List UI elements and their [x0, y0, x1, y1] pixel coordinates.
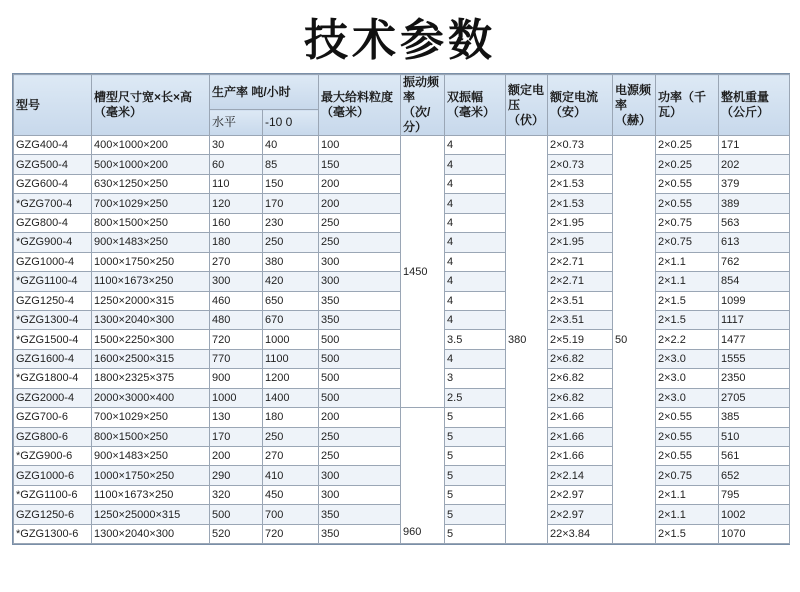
- amplitude-cell: 4: [445, 310, 506, 329]
- amplitude-cell: 4: [445, 194, 506, 213]
- max-feed-cell: 250: [319, 427, 401, 446]
- model-cell: GZG1250-4: [14, 291, 92, 310]
- power-cell: 2×0.25: [656, 136, 719, 155]
- weight-cell: 389: [719, 194, 790, 213]
- size-cell: 1300×2040×300: [92, 310, 210, 329]
- header-power: 功率（千瓦）: [656, 75, 719, 136]
- capacity-horizontal-cell: 60: [210, 155, 263, 174]
- power-frequency-cell: 50: [613, 136, 656, 544]
- max-feed-cell: 350: [319, 310, 401, 329]
- capacity-decline-cell: 670: [263, 310, 319, 329]
- model-cell: *GZG1300-4: [14, 310, 92, 329]
- current-cell: 2×2.97: [548, 505, 613, 524]
- spec-table-container: [12, 73, 790, 545]
- weight-cell: 510: [719, 427, 790, 446]
- size-cell: 1100×1673×250: [92, 485, 210, 504]
- max-feed-cell: 100: [319, 136, 401, 155]
- amplitude-cell: 4: [445, 349, 506, 368]
- model-cell: *GZG1800-4: [14, 369, 92, 388]
- model-cell: *GZG900-6: [14, 447, 92, 466]
- power-cell: 2×1.5: [656, 310, 719, 329]
- power-cell: 2×1.1: [656, 485, 719, 504]
- current-cell: 2×1.66: [548, 408, 613, 427]
- capacity-horizontal-cell: 120: [210, 194, 263, 213]
- header-capacity-horizontal: 水平: [210, 110, 263, 136]
- weight-cell: 202: [719, 155, 790, 174]
- power-cell: 2×0.55: [656, 174, 719, 193]
- spec-table: [13, 74, 790, 544]
- size-cell: 500×1000×200: [92, 155, 210, 174]
- capacity-decline-cell: 230: [263, 213, 319, 232]
- amplitude-cell: 2.5: [445, 388, 506, 407]
- model-cell: *GZG900-4: [14, 233, 92, 252]
- current-cell: 2×1.95: [548, 233, 613, 252]
- size-cell: 2000×3000×400: [92, 388, 210, 407]
- max-feed-cell: 300: [319, 252, 401, 271]
- amplitude-cell: 4: [445, 291, 506, 310]
- size-cell: 400×1000×200: [92, 136, 210, 155]
- amplitude-cell: 5: [445, 427, 506, 446]
- capacity-decline-cell: 650: [263, 291, 319, 310]
- capacity-decline-cell: 410: [263, 466, 319, 485]
- weight-cell: 171: [719, 136, 790, 155]
- capacity-decline-cell: 1400: [263, 388, 319, 407]
- current-cell: 2×2.71: [548, 272, 613, 291]
- power-cell: 2×0.55: [656, 408, 719, 427]
- header-weight: 整机重量（公斤）: [719, 75, 790, 136]
- size-cell: 1800×2325×375: [92, 369, 210, 388]
- max-feed-cell: 500: [319, 369, 401, 388]
- power-cell: 2×0.75: [656, 466, 719, 485]
- capacity-decline-cell: 420: [263, 272, 319, 291]
- spec-table-body: [14, 136, 790, 544]
- capacity-decline-cell: 1100: [263, 349, 319, 368]
- capacity-horizontal-cell: 900: [210, 369, 263, 388]
- header-vibration-frequency: 振动频率（次/分）: [401, 75, 445, 136]
- capacity-horizontal-cell: 170: [210, 427, 263, 446]
- header-current: 额定电流（安）: [548, 75, 613, 136]
- header-max-feed: 最大给料粒度（毫米）: [319, 75, 401, 136]
- amplitude-cell: 5: [445, 485, 506, 504]
- size-cell: 1300×2040×300: [92, 524, 210, 543]
- amplitude-cell: 5: [445, 466, 506, 485]
- power-cell: 2×1.1: [656, 505, 719, 524]
- max-feed-cell: 250: [319, 233, 401, 252]
- weight-cell: 385: [719, 408, 790, 427]
- capacity-horizontal-cell: 300: [210, 272, 263, 291]
- current-cell: 2×6.82: [548, 388, 613, 407]
- capacity-horizontal-cell: 200: [210, 447, 263, 466]
- size-cell: 900×1483×250: [92, 447, 210, 466]
- weight-cell: 2350: [719, 369, 790, 388]
- model-cell: GZG1000-6: [14, 466, 92, 485]
- header-power-frequency: 电源频率（赫）: [613, 75, 656, 136]
- capacity-horizontal-cell: 320: [210, 485, 263, 504]
- capacity-decline-cell: 40: [263, 136, 319, 155]
- weight-cell: 1555: [719, 349, 790, 368]
- size-cell: 800×1500×250: [92, 427, 210, 446]
- current-cell: 2×6.82: [548, 349, 613, 368]
- weight-cell: 1099: [719, 291, 790, 310]
- capacity-horizontal-cell: 1000: [210, 388, 263, 407]
- header-capacity-decline: -10 0: [263, 110, 319, 136]
- amplitude-cell: 4: [445, 213, 506, 232]
- weight-cell: 762: [719, 252, 790, 271]
- current-cell: 2×3.51: [548, 310, 613, 329]
- capacity-decline-cell: 720: [263, 524, 319, 543]
- current-cell: 2×2.97: [548, 485, 613, 504]
- max-feed-cell: 150: [319, 155, 401, 174]
- current-cell: 2×5.19: [548, 330, 613, 349]
- capacity-horizontal-cell: 270: [210, 252, 263, 271]
- capacity-decline-cell: 180: [263, 408, 319, 427]
- max-feed-cell: 350: [319, 524, 401, 543]
- max-feed-cell: 500: [319, 388, 401, 407]
- size-cell: 1000×1750×250: [92, 252, 210, 271]
- amplitude-cell: 4: [445, 252, 506, 271]
- current-cell: 2×1.95: [548, 213, 613, 232]
- current-cell: 2×0.73: [548, 136, 613, 155]
- max-feed-cell: 350: [319, 505, 401, 524]
- vibration-frequency-cell: 960: [401, 408, 445, 544]
- model-cell: *GZG700-4: [14, 194, 92, 213]
- weight-cell: 854: [719, 272, 790, 291]
- capacity-horizontal-cell: 290: [210, 466, 263, 485]
- amplitude-cell: 5: [445, 524, 506, 543]
- capacity-decline-cell: 150: [263, 174, 319, 193]
- header-trough-size: 槽型尺寸宽×长×高（毫米）: [92, 75, 210, 136]
- capacity-decline-cell: 1200: [263, 369, 319, 388]
- power-cell: 2×1.1: [656, 252, 719, 271]
- power-cell: 2×0.55: [656, 447, 719, 466]
- vibration-frequency-cell: 1450: [401, 136, 445, 408]
- model-cell: GZG2000-4: [14, 388, 92, 407]
- size-cell: 900×1483×250: [92, 233, 210, 252]
- power-cell: 2×3.0: [656, 369, 719, 388]
- max-feed-cell: 200: [319, 194, 401, 213]
- current-cell: 2×1.66: [548, 447, 613, 466]
- capacity-horizontal-cell: 180: [210, 233, 263, 252]
- page-title: 技术参数: [304, 15, 496, 66]
- power-cell: 2×1.1: [656, 272, 719, 291]
- max-feed-cell: 200: [319, 408, 401, 427]
- power-cell: 2×3.0: [656, 388, 719, 407]
- max-feed-cell: 250: [319, 447, 401, 466]
- current-cell: 22×3.84: [548, 524, 613, 543]
- model-cell: GZG1000-4: [14, 252, 92, 271]
- max-feed-cell: 250: [319, 213, 401, 232]
- weight-cell: 379: [719, 174, 790, 193]
- max-feed-cell: 300: [319, 466, 401, 485]
- model-cell: *GZG1100-6: [14, 485, 92, 504]
- amplitude-cell: 4: [445, 155, 506, 174]
- capacity-horizontal-cell: 130: [210, 408, 263, 427]
- weight-cell: 1117: [719, 310, 790, 329]
- power-cell: 2×0.75: [656, 213, 719, 232]
- max-feed-cell: 500: [319, 349, 401, 368]
- size-cell: 700×1029×250: [92, 408, 210, 427]
- power-cell: 2×0.55: [656, 427, 719, 446]
- size-cell: 1250×2000×315: [92, 291, 210, 310]
- table-row: [14, 408, 790, 427]
- model-cell: GZG800-4: [14, 213, 92, 232]
- amplitude-cell: 4: [445, 136, 506, 155]
- current-cell: 2×2.71: [548, 252, 613, 271]
- model-cell: GZG700-6: [14, 408, 92, 427]
- power-cell: 2×3.0: [656, 349, 719, 368]
- amplitude-cell: 5: [445, 408, 506, 427]
- weight-cell: 652: [719, 466, 790, 485]
- model-cell: GZG800-6: [14, 427, 92, 446]
- size-cell: 1250×25000×315: [92, 505, 210, 524]
- max-feed-cell: 350: [319, 291, 401, 310]
- capacity-horizontal-cell: 30: [210, 136, 263, 155]
- weight-cell: 1070: [719, 524, 790, 543]
- weight-cell: 2705: [719, 388, 790, 407]
- capacity-decline-cell: 85: [263, 155, 319, 174]
- max-feed-cell: 300: [319, 272, 401, 291]
- current-cell: 2×2.14: [548, 466, 613, 485]
- capacity-decline-cell: 170: [263, 194, 319, 213]
- model-cell: GZG400-4: [14, 136, 92, 155]
- amplitude-cell: 4: [445, 272, 506, 291]
- header-model: 型号: [14, 75, 92, 136]
- model-cell: GZG500-4: [14, 155, 92, 174]
- table-row: [14, 136, 790, 155]
- current-cell: 2×0.73: [548, 155, 613, 174]
- max-feed-cell: 300: [319, 485, 401, 504]
- header-capacity: 生产率 吨/小时: [210, 75, 319, 110]
- size-cell: 630×1250×250: [92, 174, 210, 193]
- max-feed-cell: 500: [319, 330, 401, 349]
- amplitude-cell: 5: [445, 447, 506, 466]
- power-cell: 2×0.55: [656, 194, 719, 213]
- weight-cell: 563: [719, 213, 790, 232]
- weight-cell: 795: [719, 485, 790, 504]
- power-cell: 2×0.25: [656, 155, 719, 174]
- voltage-cell: 380: [506, 136, 548, 544]
- size-cell: 1600×2500×315: [92, 349, 210, 368]
- weight-cell: 1002: [719, 505, 790, 524]
- size-cell: 1000×1750×250: [92, 466, 210, 485]
- power-cell: 2×1.5: [656, 291, 719, 310]
- amplitude-cell: 4: [445, 233, 506, 252]
- size-cell: 700×1029×250: [92, 194, 210, 213]
- weight-cell: 1477: [719, 330, 790, 349]
- capacity-decline-cell: 700: [263, 505, 319, 524]
- capacity-horizontal-cell: 500: [210, 505, 263, 524]
- power-cell: 2×2.2: [656, 330, 719, 349]
- current-cell: 2×1.53: [548, 174, 613, 193]
- model-cell: *GZG1500-4: [14, 330, 92, 349]
- size-cell: 800×1500×250: [92, 213, 210, 232]
- capacity-decline-cell: 450: [263, 485, 319, 504]
- size-cell: 1500×2250×300: [92, 330, 210, 349]
- max-feed-cell: 200: [319, 174, 401, 193]
- amplitude-cell: 3.5: [445, 330, 506, 349]
- power-cell: 2×1.5: [656, 524, 719, 543]
- power-cell: 2×0.75: [656, 233, 719, 252]
- model-cell: GZG1250-6: [14, 505, 92, 524]
- amplitude-cell: 4: [445, 174, 506, 193]
- capacity-decline-cell: 250: [263, 233, 319, 252]
- header-voltage: 额定电压（伏）: [506, 75, 548, 136]
- capacity-decline-cell: 250: [263, 427, 319, 446]
- model-cell: GZG1600-4: [14, 349, 92, 368]
- current-cell: 2×1.53: [548, 194, 613, 213]
- model-cell: GZG600-4: [14, 174, 92, 193]
- capacity-horizontal-cell: 720: [210, 330, 263, 349]
- model-cell: *GZG1100-4: [14, 272, 92, 291]
- weight-cell: 613: [719, 233, 790, 252]
- header-amplitude: 双振幅（毫米）: [445, 75, 506, 136]
- capacity-decline-cell: 380: [263, 252, 319, 271]
- amplitude-cell: 3: [445, 369, 506, 388]
- capacity-horizontal-cell: 110: [210, 174, 263, 193]
- model-cell: *GZG1300-6: [14, 524, 92, 543]
- weight-cell: 561: [719, 447, 790, 466]
- capacity-horizontal-cell: 520: [210, 524, 263, 543]
- current-cell: 2×6.82: [548, 369, 613, 388]
- amplitude-cell: 5: [445, 505, 506, 524]
- capacity-horizontal-cell: 480: [210, 310, 263, 329]
- capacity-horizontal-cell: 770: [210, 349, 263, 368]
- capacity-decline-cell: 270: [263, 447, 319, 466]
- capacity-horizontal-cell: 160: [210, 213, 263, 232]
- size-cell: 1100×1673×250: [92, 272, 210, 291]
- capacity-horizontal-cell: 460: [210, 291, 263, 310]
- current-cell: 2×3.51: [548, 291, 613, 310]
- current-cell: 2×1.66: [548, 427, 613, 446]
- capacity-decline-cell: 1000: [263, 330, 319, 349]
